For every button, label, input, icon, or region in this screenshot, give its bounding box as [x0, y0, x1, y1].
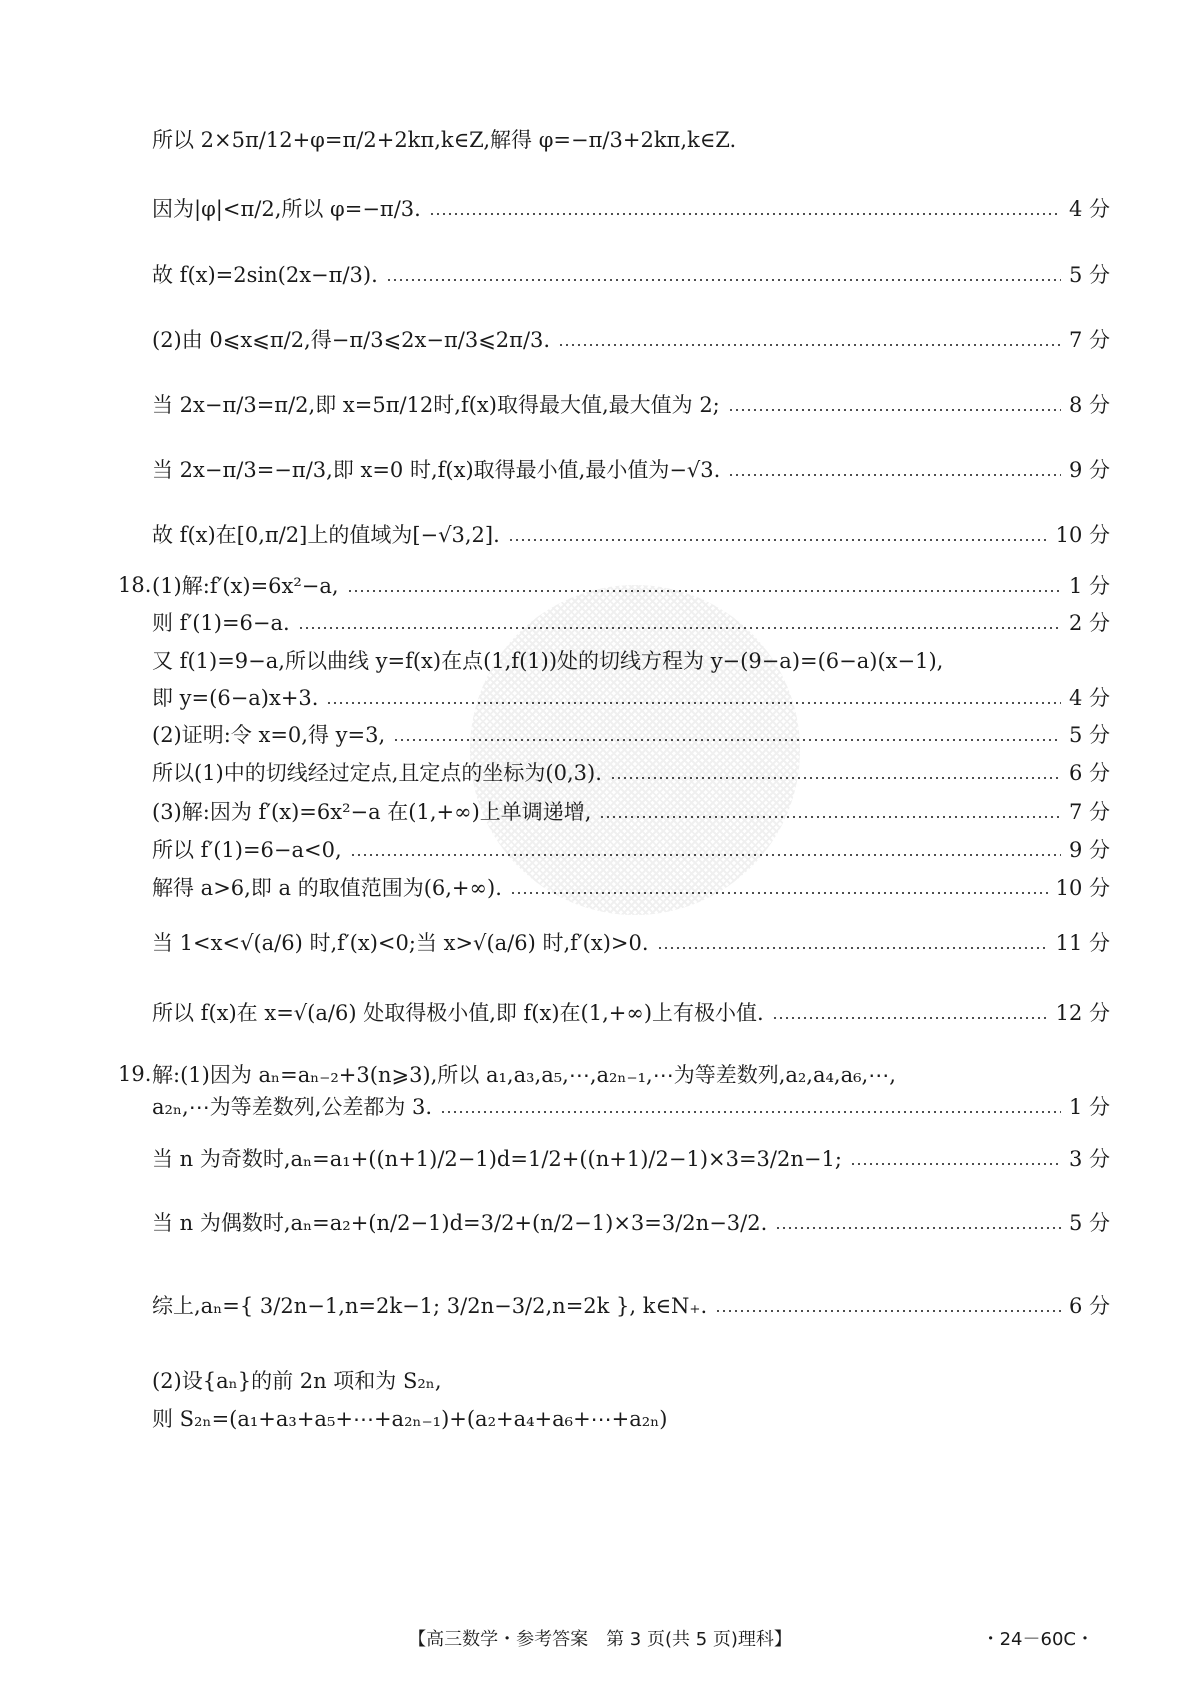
answer-text: 当 2x−π/3=−π/3,即 x=0 时,f(x)取得最小值,最小值为−√3. — [152, 458, 721, 482]
answer-line — [152, 1084, 1110, 1128]
dot-leader — [728, 409, 1061, 411]
answer-line — [152, 865, 1110, 909]
dot-leader — [393, 739, 1061, 741]
dot-leader — [508, 539, 1048, 541]
answer-text: 因为|φ|<π/2,所以 φ=−π/3. — [152, 197, 421, 221]
answer-line — [152, 1283, 1110, 1327]
answer-text: 则 S₂ₙ=(a₁+a₃+a₅+⋯+a₂ₙ₋₁)+(a₂+a₄+a₆+⋯+a₂ₙ) — [152, 1407, 668, 1431]
dot-leader — [326, 702, 1060, 704]
score-label: 5 分 — [1068, 723, 1110, 747]
answer-line — [152, 920, 1110, 964]
answer-line — [152, 750, 1110, 794]
dot-leader — [657, 947, 1048, 949]
answer-text: 所以 f(x)在 x=√(a/6) 处取得极小值,即 f(x)在(1,+∞)上有极小值. — [152, 1001, 764, 1025]
score-label: 3 分 — [1068, 1147, 1110, 1171]
answer-text: 解:(1)因为 aₙ=aₙ₋₂+3(n⩾3),所以 a₁,a₃,a₅,⋯,a₂ₙ₋₁,⋯为等差数列,a₂,a₄,a₆,⋯, — [152, 1063, 896, 1087]
answer-line — [152, 252, 1110, 296]
dot-leader — [728, 474, 1061, 476]
score-label: 4 分 — [1068, 197, 1110, 221]
answer-text: 所以(1)中的切线经过定点,且定点的坐标为(0,3). — [152, 761, 602, 785]
answer-line — [152, 512, 1110, 556]
score-label: 6 分 — [1068, 761, 1110, 785]
score-label: 7 分 — [1068, 800, 1110, 824]
score-label: 12 分 — [1055, 1001, 1110, 1025]
answer-text: a₂ₙ,⋯为等差数列,公差都为 3. — [152, 1095, 433, 1119]
score-label: 11 分 — [1055, 931, 1110, 955]
answer-text: 故 f(x)=2sin(2x−π/3). — [152, 263, 378, 287]
answer-text: 解得 a>6,即 a 的取值范围为(6,+∞). — [152, 876, 502, 900]
score-label: 1 分 — [1068, 574, 1110, 598]
score-label: 6 分 — [1068, 1294, 1110, 1318]
answer-text: 当 1<x<√(a/6) 时,f′(x)<0;当 x>√(a/6) 时,f′(x)>0. — [152, 931, 649, 955]
score-label: 1 分 — [1068, 1095, 1110, 1119]
score-label: 7 分 — [1068, 328, 1110, 352]
answer-line — [152, 1136, 1110, 1180]
score-label: 9 分 — [1068, 458, 1110, 482]
dot-leader — [429, 213, 1061, 215]
score-label: 9 分 — [1068, 838, 1110, 862]
answer-line — [152, 117, 1110, 161]
dot-leader — [715, 1310, 1061, 1312]
answer-text: (2)设{aₙ}的前 2n 项和为 S₂ₙ, — [152, 1369, 442, 1393]
answer-text: 故 f(x)在[0,π/2]上的值域为[−√3,2]. — [152, 523, 500, 547]
score-label: 4 分 — [1068, 686, 1110, 710]
footer-title: 【高三数学・参考答案 第 3 页(共 5 页)理科】 — [408, 1629, 792, 1650]
footer-code: ・24－60C・ — [981, 1629, 1094, 1650]
answer-line — [152, 990, 1110, 1034]
answer-text: (3)解:因为 f′(x)=6x²−a 在(1,+∞)上单调递增, — [152, 800, 592, 824]
answer-line — [152, 186, 1110, 230]
dot-leader — [772, 1017, 1048, 1019]
question-number: 19. — [118, 1062, 152, 1086]
answer-line — [152, 1200, 1110, 1244]
answer-text: 当 2x−π/3=π/2,即 x=5π/12时,f(x)取得最大值,最大值为 2; — [152, 393, 720, 417]
answer-text: 所以 f′(1)=6−a<0, — [152, 838, 342, 862]
dot-leader — [599, 816, 1060, 818]
score-label: 10 分 — [1055, 523, 1110, 547]
question-number: 18. — [118, 573, 152, 597]
dot-leader — [347, 590, 1061, 592]
score-label: 8 分 — [1068, 393, 1110, 417]
score-label: 10 分 — [1055, 876, 1110, 900]
page-footer — [0, 1625, 1200, 1661]
answer-text: (2)由 0⩽x⩽π/2,得−π/3⩽2x−π/3⩽2π/3. — [152, 328, 551, 352]
answer-line — [152, 447, 1110, 491]
dot-leader — [510, 892, 1048, 894]
answer-text: (1)解:f′(x)=6x²−a, — [152, 574, 339, 598]
answer-line — [152, 1396, 1110, 1440]
answer-line — [152, 382, 1110, 426]
answer-text: (2)证明:令 x=0,得 y=3, — [152, 723, 386, 747]
score-label: 2 分 — [1068, 611, 1110, 635]
dot-leader — [298, 627, 1061, 629]
dot-leader — [610, 777, 1061, 779]
dot-leader — [440, 1111, 1061, 1113]
answer-text: 所以 2×5π/12+φ=π/2+2kπ,k∈Z,解得 φ=−π/3+2kπ,k∈Z. — [152, 128, 737, 152]
answer-text: 当 n 为奇数时,aₙ=a₁+((n+1)/2−1)d=1/2+((n+1)/2−1)×3=3/2n−1; — [152, 1147, 842, 1171]
dot-leader — [850, 1163, 1061, 1165]
score-label: 5 分 — [1068, 1211, 1110, 1235]
answer-text: 则 f′(1)=6−a. — [152, 611, 290, 635]
dot-leader — [558, 344, 1061, 346]
dot-leader — [775, 1227, 1061, 1229]
score-label: 5 分 — [1068, 263, 1110, 287]
answer-text: 综上,aₙ={ 3/2n−1,n=2k−1; 3/2n−3/2,n=2k }, k∈N₊. — [152, 1294, 708, 1318]
answer-line — [152, 317, 1110, 361]
answer-text: 当 n 为偶数时,aₙ=a₂+(n/2−1)d=3/2+(n/2−1)×3=3/2n−3/2. — [152, 1211, 768, 1235]
answer-text: 又 f(1)=9−a,所以曲线 y=f(x)在点(1,f(1))处的切线方程为 y−(9−a)=(6−a)(x−1), — [152, 649, 944, 673]
answer-text: 即 y=(6−a)x+3. — [152, 686, 319, 710]
dot-leader — [350, 854, 1061, 856]
dot-leader — [386, 279, 1061, 281]
